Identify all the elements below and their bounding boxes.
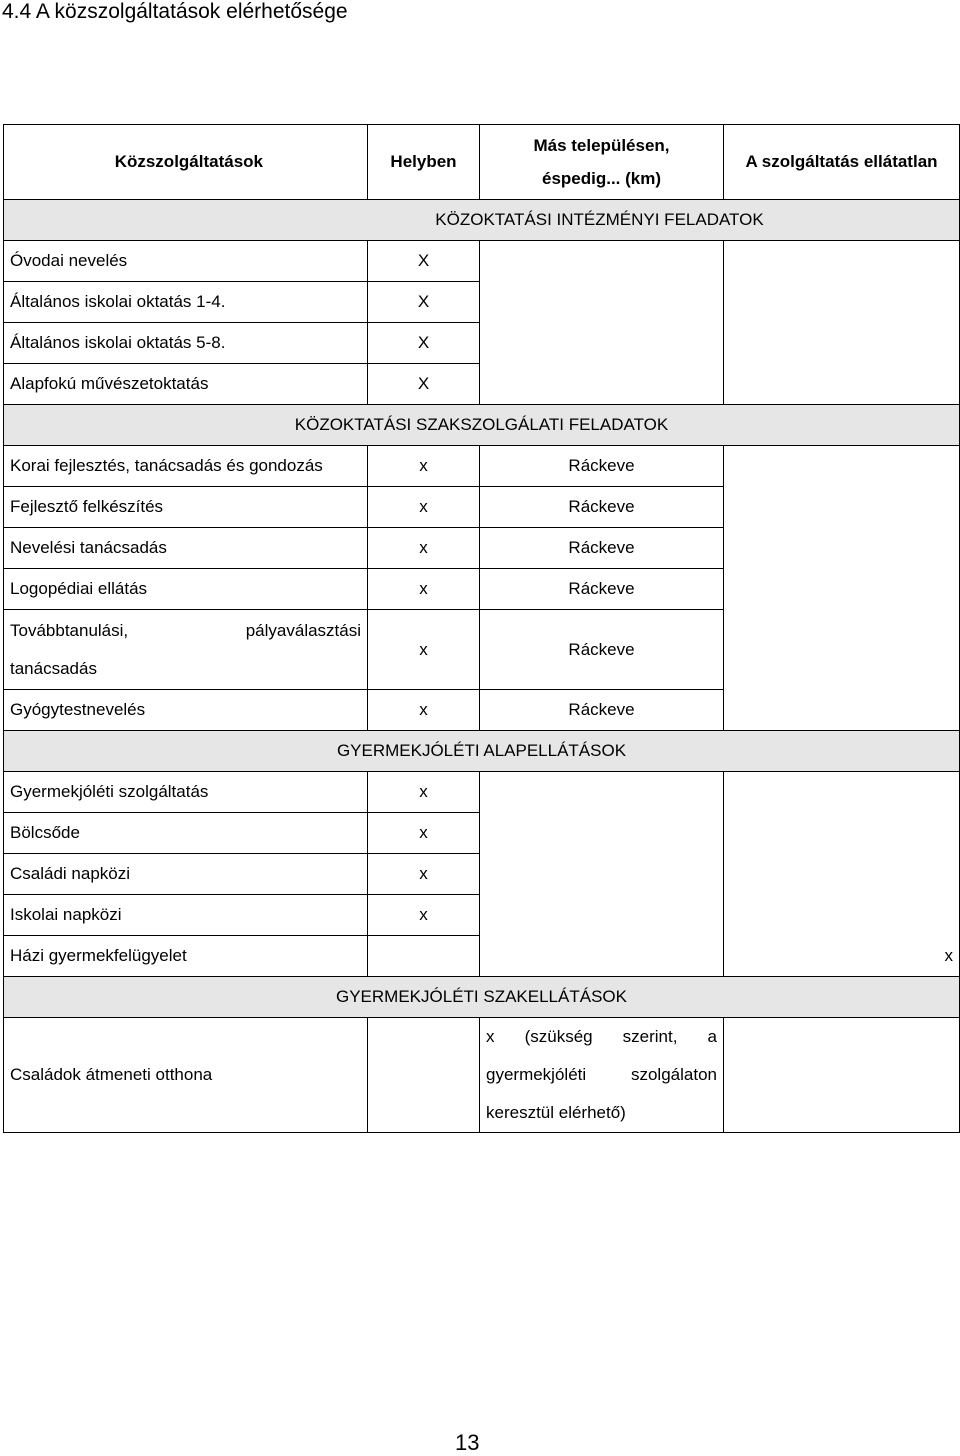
service-name: Gyermekjóléti szolgáltatás [4,772,368,813]
local-mark: x [368,772,480,813]
local-mark: x [368,813,480,854]
page-heading: 4.4 A közszolgáltatások elérhetősége [2,0,348,23]
table-row [4,487,960,528]
table-row [4,569,960,610]
section-title: GYERMEKJÓLÉTI SZAKELLÁTÁSOK [4,977,960,1018]
local-mark: x [368,569,480,610]
other-settlement: Ráckeve [480,487,724,528]
header-other-line1: Más településen, [533,136,670,155]
service-name-part: Továbbtanulási, [10,620,129,640]
other-cell [480,854,724,895]
other-cell [480,282,724,323]
unavailable-cell [724,241,960,282]
other-settlement: Ráckeve [480,610,724,690]
service-name: Nevelési tanácsadás [4,528,368,569]
unavailable-cell [724,282,960,323]
header-unavailable: A szolgáltatás ellátatlan [724,125,960,200]
section-row [4,200,960,241]
service-name: Fejlesztő felkészítés [4,487,368,528]
header-other-settlement [480,125,724,200]
local-mark: x [368,528,480,569]
table-row [4,813,960,854]
table-row [4,364,960,405]
service-name: Családok átmeneti otthona [4,1018,368,1133]
unavailable-cell [724,446,960,487]
section-title: GYERMEKJÓLÉTI ALAPELLÁTÁSOK [4,731,960,772]
unavailable-cell [724,610,960,690]
service-name: Gyógytestnevelés [4,690,368,731]
local-mark: X [368,364,480,405]
header-services: Közszolgáltatások [4,125,368,200]
section-title: KÖZOKTATÁSI INTÉZMÉNYI FELADATOK [4,200,960,241]
local-mark: x [368,854,480,895]
table-row [4,936,960,977]
other-cell [480,323,724,364]
other-settlement: Ráckeve [480,690,724,731]
local-mark: X [368,323,480,364]
unavailable-cell [724,528,960,569]
table-row [4,241,960,282]
service-name: Házi gyermekfelügyelet [4,936,368,977]
service-name: Alapfokú művészetoktatás [4,364,368,405]
unavailable-cell [724,854,960,895]
table-row [4,528,960,569]
other-cell [480,364,724,405]
other-cell [480,813,724,854]
unavailable-cell [724,364,960,405]
service-name: Korai fejlesztés, tanácsadás és gondozás [4,446,368,487]
other-cell [480,936,724,977]
local-mark: x [368,690,480,731]
service-name [4,610,368,690]
header-local: Helyben [368,125,480,200]
service-name-part: tanácsadás [10,658,97,678]
table-row [4,323,960,364]
unavailable-cell [724,569,960,610]
section-title: KÖZOKTATÁSI SZAKSZOLGÁLATI FELADATOK [4,405,960,446]
service-name: Óvodai nevelés [4,241,368,282]
other-settlement: Ráckeve [480,569,724,610]
local-cell [368,936,480,977]
unavailable-cell [724,895,960,936]
unavailable-cell [724,772,960,813]
table-row [4,282,960,323]
section-row [4,405,960,446]
local-mark: X [368,241,480,282]
local-mark: x [368,895,480,936]
table-row [4,690,960,731]
service-name: Logopédiai ellátás [4,569,368,610]
unavailable-cell [724,813,960,854]
section-row [4,731,960,772]
other-cell [480,241,724,282]
other-cell [480,772,724,813]
local-mark: x [368,487,480,528]
header-other-line2: éspedig... (km) [541,169,662,188]
local-mark: x [368,446,480,487]
unavailable-cell [724,323,960,364]
public-services-table [3,124,960,1133]
unavailable-cell [724,1018,960,1133]
section-row [4,977,960,1018]
other-cell [480,895,724,936]
table-row [4,854,960,895]
table-header-row [4,125,960,200]
other-settlement: Ráckeve [480,446,724,487]
table-row [4,772,960,813]
unavailable-cell [724,690,960,731]
local-mark: X [368,282,480,323]
service-name: Általános iskolai oktatás 5-8. [4,323,368,364]
service-name: Iskolai napközi [4,895,368,936]
local-cell [368,1018,480,1133]
unavailable-mark: x [724,936,960,977]
table-row [4,446,960,487]
table-row [4,895,960,936]
table-row [4,610,960,690]
service-name: Általános iskolai oktatás 1-4. [4,282,368,323]
table-row [4,1018,960,1133]
other-settlement: x (szükség szerint, a gyermekjóléti szolgálaton keresztül elérhető) [480,1018,724,1133]
unavailable-cell [724,487,960,528]
service-name: Családi napközi [4,854,368,895]
page-number: 13 [455,1430,480,1455]
local-mark: x [368,610,480,690]
service-name-part: pályaválasztási [245,620,361,640]
other-settlement: Ráckeve [480,528,724,569]
service-name: Bölcsőde [4,813,368,854]
